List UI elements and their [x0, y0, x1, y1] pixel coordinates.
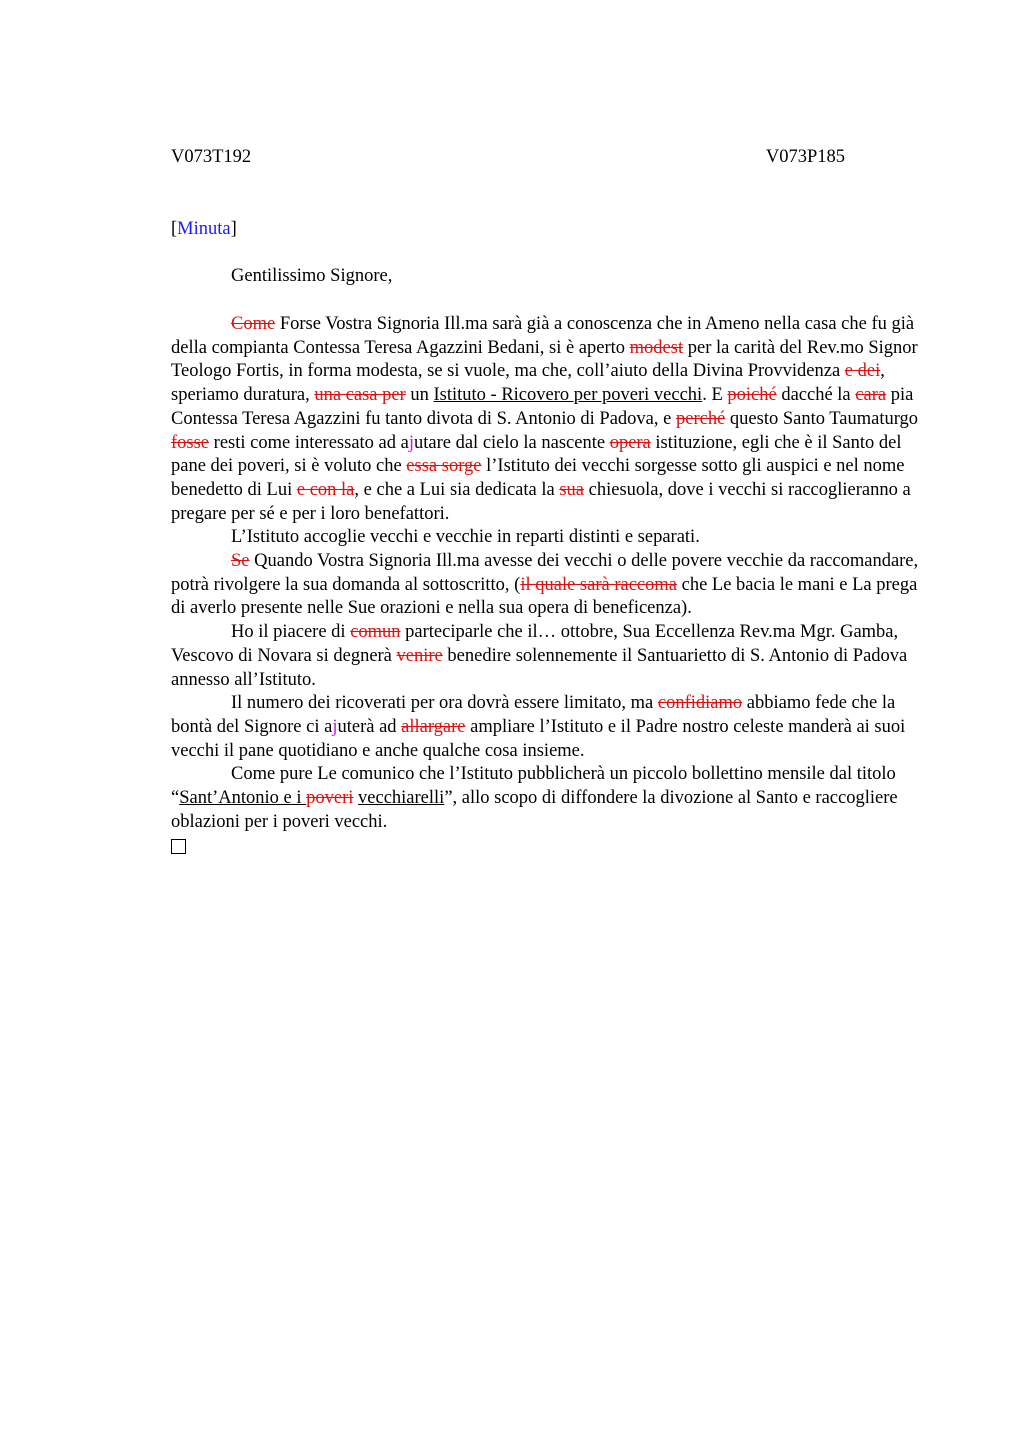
end-marker-box [171, 839, 186, 854]
text-run: benedire solennemente il Santuarietto di S. Antonio di Padova annesso all’Istituto. [171, 645, 908, 690]
document-code-left: V073T192 [171, 147, 252, 167]
deleted-text: poveri [306, 788, 354, 809]
text-run: chiesuola, dove i vecchi si raccoglieranno a pregare per sé e per i loro benefattori. [171, 479, 911, 524]
underlined-text: Istituto - Ricovero per poveri vecchi [433, 385, 703, 406]
text-run: dacché la [776, 385, 856, 406]
bracket-close: ] [230, 219, 237, 239]
deleted-text: una casa per [314, 385, 406, 406]
text-run: parteciparle che il… ottobre, Sua Eccellenza Rev.ma Mgr. Gamba, Vescovo di Novara si degnerà [171, 622, 899, 666]
deleted-text: il quale sarà raccoma [520, 574, 677, 595]
text-run: un [405, 385, 434, 406]
text-run: istituzione, egli che è il Santo del pane dei poveri, si è voluto che [171, 432, 902, 477]
text-run: abbiamo fede che la bontà del Signore ci a [171, 693, 896, 737]
text-run: l’Istituto dei vecchi sorgesse sotto gli auspici e nel nome benedetto di Lui [171, 456, 905, 500]
inserted-letter: j [408, 432, 414, 453]
paragraph-1 [171, 313, 929, 526]
paragraph-6 [171, 763, 929, 834]
text-run: ”, allo scopo di diffondere la divozione al Santo e raccogliere oblazioni per i poveri vecchi. [171, 788, 898, 832]
text-run: Come pure Le comunico che l’Istituto pubblicherà un piccolo bollettino mensile dal titolo “ [171, 764, 896, 809]
paragraph-2 [171, 526, 929, 550]
paragraph-3 [171, 550, 929, 621]
letter-body [171, 313, 929, 862]
deleted-text: e con la [296, 479, 355, 500]
deleted-text: confidiamo [657, 693, 743, 714]
text-run: resti come interessato ad a [209, 432, 409, 453]
deleted-text: fosse [171, 432, 210, 453]
salutation: Gentilissimo Signore, [231, 266, 393, 286]
deleted-text: venire [396, 645, 443, 666]
deleted-text: Come [231, 314, 276, 334]
deleted-text: allargare [401, 716, 466, 737]
text-run: uterà ad [337, 716, 402, 737]
deleted-text: sua [559, 479, 585, 500]
bracket-open: [ [171, 219, 178, 239]
text-run: , e che a Lui sia dedicata la [354, 479, 560, 500]
underlined-text: Sant’Antonio e i [179, 788, 307, 809]
paragraph-4 [171, 621, 929, 692]
draft-label-word: Minuta [177, 219, 231, 239]
text-run: ampliare l’Istituto e il Padre nostro celeste manderà ai suoi vecchi il pane quotidiano e anche qualche cosa insieme. [171, 716, 906, 761]
deleted-text: comun [350, 622, 401, 643]
text-run: L’Istituto accoglie vecchi e vecchie in reparti distinti e separati. [231, 527, 700, 548]
text-run: , speriamo duratura, [171, 361, 885, 406]
deleted-text: Se [231, 551, 250, 572]
deleted-text: poiché [727, 385, 777, 406]
deleted-text: perché [675, 408, 726, 429]
deleted-text: e dei [844, 361, 881, 382]
inserted-letter: j [332, 716, 338, 737]
text-run: Quando Vostra Signoria Ill.ma avesse dei vecchi o delle povere vecchie da raccomandare, potrà rivolgere la sua domanda al sottoscritto, ( [171, 551, 919, 595]
text-run: per la carità del Rev.mo Signor Teologo Fortis, in forma modesta, se si vuole, ma che, coll’aiuto della Divina Provvidenza [171, 337, 918, 382]
deleted-text: cara [855, 385, 887, 406]
underlined-text: vecchiarelli [358, 788, 445, 809]
text-run: utare dal cielo la nascente [414, 432, 610, 453]
text-run: pia Contessa Teresa Agazzini fu tanto divota di S. Antonio di Padova, e [171, 385, 914, 429]
text-run: questo Santo Taumaturgo [725, 408, 919, 429]
text-run: che Le bacia le mani e La prega di averlo presente nelle Sue orazioni e nella sua opera di beneficenza). [171, 574, 918, 619]
document-code-right: V073P185 [765, 147, 845, 167]
text-run: . E [702, 385, 728, 406]
document-header [171, 147, 845, 168]
draft-label [171, 219, 237, 240]
deleted-text: essa sorge [406, 456, 482, 477]
paragraph-5 [171, 692, 929, 763]
text-run: Ho il piacere di [231, 622, 351, 643]
text-run: Il numero dei ricoverati per ora dovrà essere limitato, ma [231, 693, 658, 714]
deleted-text: modest [629, 337, 684, 358]
text-run: Forse Vostra Signoria Ill.ma sarà già a conoscenza che in Ameno nella casa che fu già della compianta Contessa Teresa Agazzini Bedani, si è aperto [171, 314, 915, 358]
deleted-text: opera [609, 432, 651, 453]
